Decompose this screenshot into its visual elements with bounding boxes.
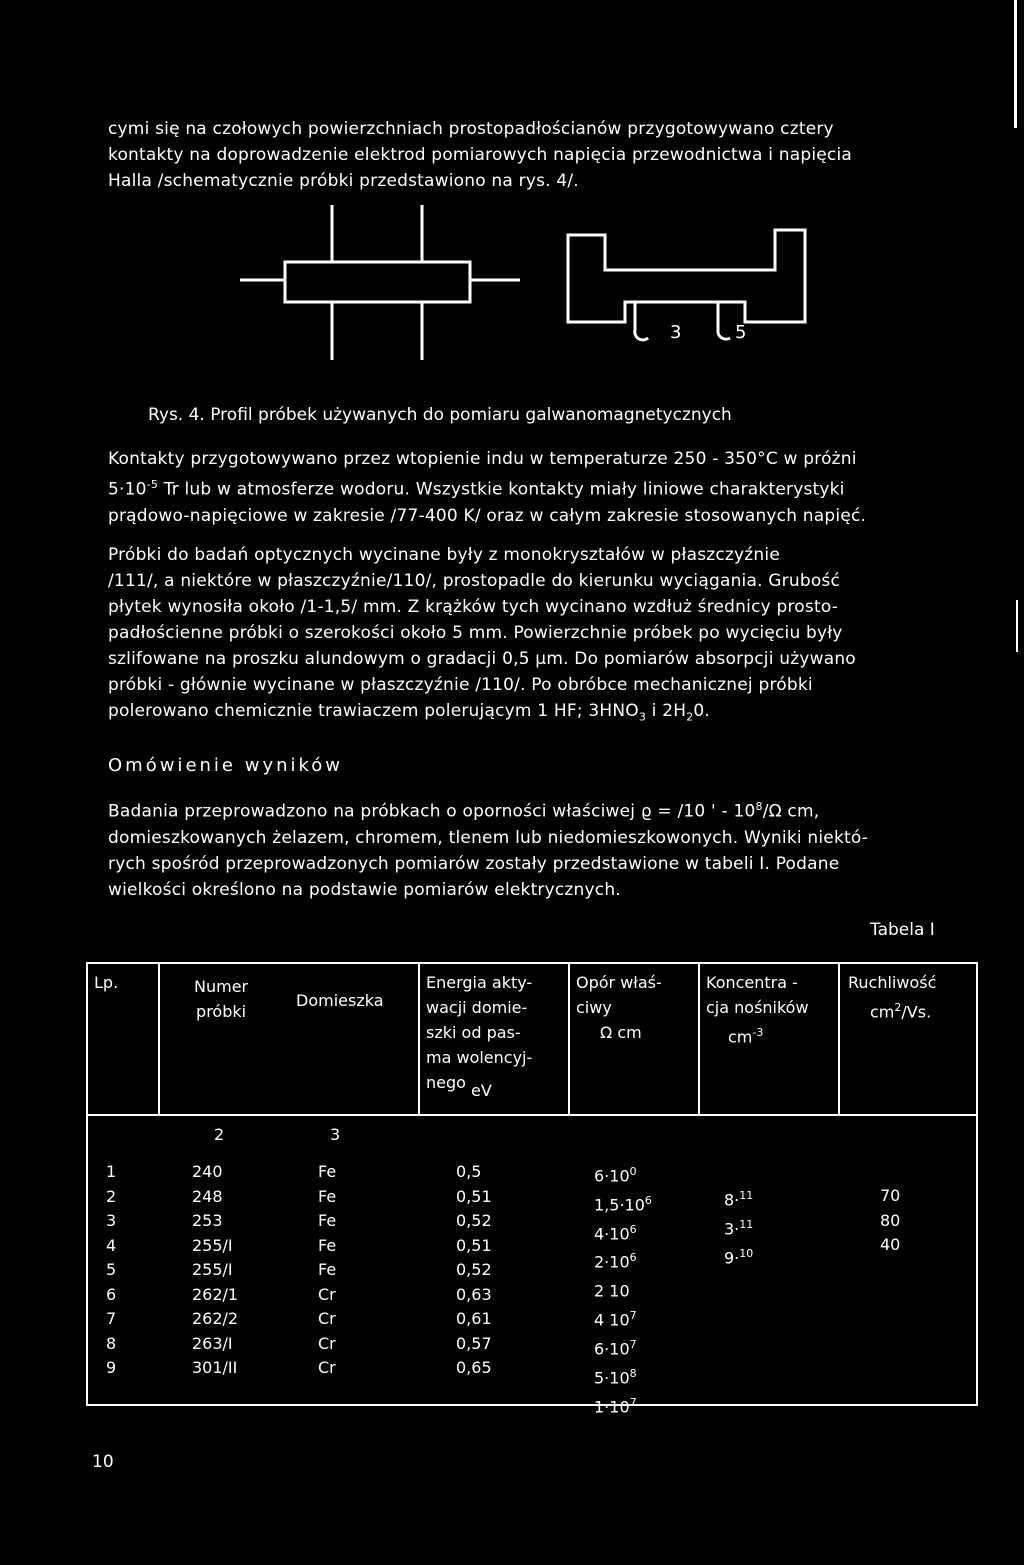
cell-numer: 240 [192,1162,223,1181]
header-text: szki od pas- [426,1023,521,1042]
cell-opor [594,1160,652,1189]
cell-energia: 0,5 [456,1162,482,1181]
text-line: płytek wynosiła około /1-1,5/ mm. Z krążków tych wycinano wzdłuż średnicy prosto- [108,597,839,617]
cell-energia: 0,51 [456,1186,492,1206]
mantissa: 4 10 [594,1310,630,1330]
cell-opor [594,1362,652,1391]
exponent: -3 [752,1026,764,1039]
text-fragment: Tr lub w atmosferze wodoru. Wszystkie kontakty miały liniowe charakterystyki [158,479,845,500]
cell-energia: 0,63 [456,1284,492,1304]
figure-label-5: 5 [735,322,747,343]
table-divider [838,964,840,1116]
header-text: próbki [196,1002,247,1021]
cell-energia: 0,65 [456,1358,492,1377]
column-ruchliwosc [880,1184,900,1258]
exponent: 6 [629,1222,637,1236]
unit-ev: eV [471,1081,492,1100]
subscript: 3 [638,710,647,724]
cell-numer: 301/II [192,1358,238,1377]
exponent: -5 [146,478,159,491]
header-text: ma wolencyj- [426,1048,533,1067]
header-text: Opór właś- [576,973,662,992]
mantissa: 8· [724,1190,740,1210]
intro-paragraph [108,116,968,194]
data-table [86,962,978,1416]
cell-energia: 0,57 [456,1333,492,1353]
header-text: ciwy [576,998,612,1017]
cell-lp: 9 [106,1358,117,1377]
header-text: wacji domie- [426,998,528,1017]
text-line: padłościenne próbki o szerokości około 5 mm. Powierzchnie próbek po wycięciu były [108,623,843,643]
cell-energia: 0,52 [456,1211,492,1230]
cell-energia: 0,52 [456,1260,492,1279]
cell-numer: 255/I [192,1235,233,1255]
cell-lp: 8 [106,1333,117,1353]
cell-numer: 263/I [192,1333,233,1353]
scan-edge-mark [1016,600,1018,652]
column-number: 3 [330,1125,341,1144]
header-ruchliwosc [848,970,936,1024]
header-text: nego [426,1073,466,1092]
mantissa: 3· [724,1219,740,1239]
cell-koncentracja [724,1213,753,1242]
mantissa: 1·10 [594,1396,630,1416]
cell-domieszka: Fe [318,1162,337,1181]
text-fragment: /Ω cm, [762,801,820,822]
cell-koncentracja [724,1184,753,1213]
cell-numer: 262/2 [192,1309,239,1328]
mantissa: 4·10 [594,1223,630,1243]
header-text: Ruchliwość [848,973,937,992]
cell-domieszka: Cr [318,1333,336,1353]
header-opor [576,970,662,1045]
column-numer [192,1160,238,1381]
table-divider [698,964,700,1116]
table-header-rule [88,1114,976,1116]
exponent: 7 [629,1337,637,1351]
mantissa: 2 10 [594,1281,630,1301]
exponent: 11 [739,1189,754,1202]
exponent: 8 [629,1366,637,1380]
cell-domieszka: Cr [318,1358,336,1377]
exponent: 10 [739,1246,754,1260]
exponent: 11 [739,1217,754,1231]
cell-ruchliwosc: 40 [880,1235,901,1254]
cell-lp: 3 [106,1211,117,1230]
text-line: wielkości określono na podstawie pomiarów elektrycznych. [108,879,621,900]
cell-opor [594,1246,652,1275]
header-koncentracja [706,970,809,1049]
cell-lp: 1 [106,1162,117,1181]
cell-opor [594,1333,652,1362]
cell-opor [594,1275,652,1304]
exponent: 8 [755,800,763,813]
text-line: cymi się na czołowych powierzchniach prostopadłościanów przygotowywano cztery [108,119,834,139]
table-title: Tabela I [870,920,935,940]
cell-lp: 4 [106,1235,117,1255]
mantissa: 1,5·10 [594,1195,645,1215]
section-heading: Omówienie wyników [108,755,344,776]
mantissa: 9· [724,1247,740,1267]
cell-lp: 6 [106,1284,117,1304]
cell-koncentracja [724,1242,753,1271]
header-text: cja nośników [706,998,809,1017]
header-lp: Lp. [94,973,119,992]
exponent: 6 [644,1193,652,1207]
samples-paragraph [108,542,968,730]
cell-domieszka: Fe [318,1211,337,1230]
figure-label-3: 3 [670,322,682,343]
cell-lp: 7 [106,1309,117,1328]
text-fragment: i 2H [646,701,687,721]
sample-profile-figure [230,200,830,370]
header-unit: /Vs. [901,1002,932,1022]
text-fragment: 5·10 [108,479,147,500]
text-line: próbki - głównie wycinane w płaszczyźnie /110/. Po obróbce mechanicznej próbki [108,675,813,695]
cell-domieszka: Fe [318,1235,337,1255]
header-energia [426,970,533,1100]
subscript: 2 [686,710,694,724]
scan-edge-mark [1014,0,1017,128]
text-line: Kontakty przygotowywano przez wtopienie indu w temperaturze 250 - 350°C w próżni [108,449,857,469]
column-opor [594,1160,652,1419]
exponent: 0 [629,1165,637,1178]
cell-lp: 2 [106,1186,117,1206]
cell-lp: 5 [106,1260,117,1279]
mantissa: 6·10 [594,1166,630,1186]
column-number: 2 [214,1125,225,1144]
text-line: Halla /schematycznie próbki przedstawiono na rys. 4/. [108,171,579,191]
cell-numer: 248 [192,1186,223,1206]
cell-domieszka: Fe [318,1186,337,1206]
cell-opor [594,1189,652,1218]
header-unit: cm [728,1027,753,1047]
table-divider [158,964,160,1116]
mantissa: 6·10 [594,1339,630,1359]
text-line: prądowo-napięciowe w zakresie /77-400 K/ oraz w całym zakresie stosowanych napięć. [108,505,867,526]
text-line: szlifowane na proszku alundowym o gradacji 0,5 µm. Do pomiarów absorpcji używano [108,649,856,669]
cell-opor [594,1304,652,1333]
cell-opor [594,1218,652,1247]
cell-numer: 262/1 [192,1284,239,1304]
cell-energia: 0,51 [456,1235,492,1255]
header-text: Energia akty- [426,973,533,992]
text-line: Próbki do badań optycznych wycinane były z monokryształów w płaszczyźnie [108,545,780,565]
cell-numer: 253 [192,1211,223,1230]
header-numer [194,974,248,1024]
cell-domieszka: Cr [318,1284,336,1304]
table-divider [418,964,420,1116]
header-unit: Ω cm [600,1023,642,1042]
column-koncentracja [724,1184,753,1270]
page-number: 10 [92,1452,114,1472]
text-fragment: 0. [693,701,711,721]
exponent: 7 [629,1309,637,1323]
cell-opor [594,1391,652,1420]
header-text: Koncentra - [706,973,798,992]
cell-numer: 255/I [192,1260,233,1279]
header-domieszka: Domieszka [296,991,384,1010]
header-text: Numer [194,977,249,996]
cell-energia: 0,61 [456,1309,492,1328]
mantissa: 5·10 [594,1368,630,1388]
column-lp [106,1160,116,1381]
exponent: 6 [629,1251,637,1265]
cell-ruchliwosc: 70 [880,1186,901,1205]
exponent: 2 [894,1001,902,1014]
text-line: /111/, a niektóre w płaszczyźnie/110/, prostopadle do kierunku wyciągania. Grubość [108,571,841,591]
text-line [108,794,968,825]
cell-ruchliwosc: 80 [880,1210,901,1230]
cell-domieszka: Cr [318,1309,336,1328]
text-line: kontakty na doprowadzenie elektrod pomiarowych napięcia przewodnictwa i napięcia [108,145,853,165]
text-line: rych spośród przeprowadzonych pomiarów zostały przedstawione w tabeli I. Podane [108,853,840,874]
text-line [108,472,968,503]
text-line [108,698,968,730]
column-energia [456,1160,492,1381]
mantissa: 2·10 [594,1252,630,1272]
exponent: 7 [629,1395,637,1409]
contacts-paragraph [108,446,968,529]
text-fragment: Badania przeprowadzono na próbkach o oporności właściwej ϱ = /10 ' - 10 [108,801,756,822]
figure-caption: Rys. 4. Profil próbek używanych do pomiaru galwanomagnetycznych [148,405,732,425]
table-divider [568,964,570,1116]
results-paragraph [108,794,968,903]
cell-domieszka: Fe [318,1260,337,1279]
column-domieszka [318,1160,336,1381]
text-fragment: polerowano chemicznie trawiaczem polerującym 1 HF; 3HNO [108,701,639,721]
text-line: domieszkowanych żelazem, chromem, tlenem lub niedomieszkowonych. Wyniki niektó- [108,827,869,848]
header-unit: cm [870,1002,895,1022]
